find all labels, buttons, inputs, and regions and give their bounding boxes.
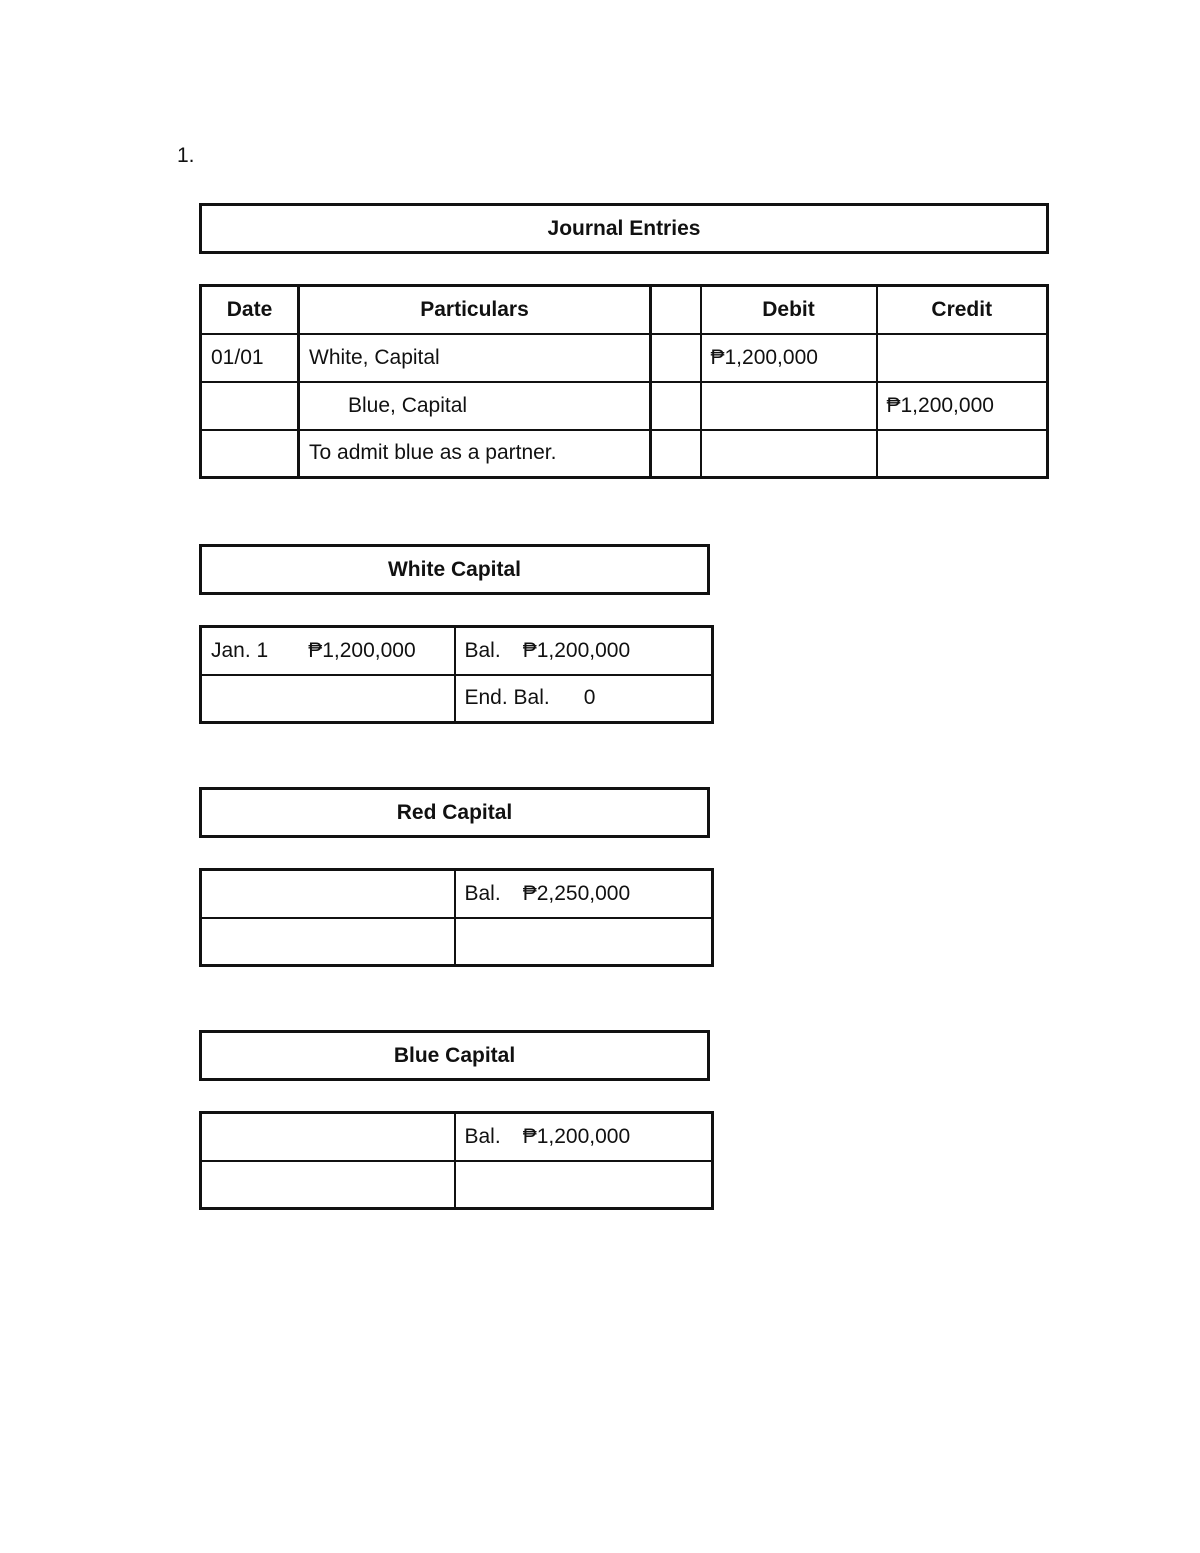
ledger-credit-cell [455,627,713,675]
blue-capital-title: Blue Capital [199,1030,710,1081]
cell-particulars: Blue, Capital [299,382,651,430]
ledger-debit-cell [201,1113,455,1161]
ledger-credit-label: Bal. [464,638,501,662]
ledger-debit-cell [201,627,455,675]
item-number: 1. [177,144,195,167]
ledger-credit-value: ₱1,200,000 [522,1124,631,1148]
ledger-row [201,870,713,918]
journal-header-row [201,286,1048,334]
cell-ref [651,334,701,382]
table-row [201,334,1048,382]
cell-debit: ₱1,200,000 [701,334,877,382]
cell-date: 01/01 [201,334,299,382]
ledger-credit-value: 0 [583,686,596,710]
ledger-debit-label: Jan. 1 [211,638,269,662]
ledger-credit-cell [455,1113,713,1161]
ledger-credit-label: Bal. [464,881,501,905]
ledger-credit-cell [455,675,713,723]
header-credit: Credit [877,286,1048,334]
header-date: Date [201,286,299,334]
cell-date [201,430,299,478]
white-capital-title: White Capital [199,544,710,595]
ledger-row [201,1161,713,1209]
ledger-credit-cell [455,1161,713,1209]
cell-credit: ₱1,200,000 [877,382,1048,430]
header-particulars: Particulars [299,286,651,334]
cell-debit [701,430,877,478]
ledger-row [201,1113,713,1161]
cell-particulars: White, Capital [299,334,651,382]
ledger-debit-cell [201,675,455,723]
ledger-credit-value: ₱2,250,000 [522,881,631,905]
table-row [201,382,1048,430]
header-ref [651,286,701,334]
ledger-credit-label: End. Bal. [464,686,550,710]
ledger-debit-cell [201,1161,455,1209]
red-capital-title: Red Capital [199,787,710,838]
ledger-debit-cell [201,918,455,966]
ledger-credit-value: ₱1,200,000 [522,638,631,662]
ledger-row [201,675,713,723]
journal-table [199,284,1049,479]
cell-credit [877,430,1048,478]
ledger-debit-value: ₱1,200,000 [308,638,416,662]
ledger-row [201,918,713,966]
white-capital-ledger [199,625,714,724]
cell-particulars: To admit blue as a partner. [299,430,651,478]
ledger-row [201,627,713,675]
cell-ref [651,382,701,430]
header-debit: Debit [701,286,877,334]
red-capital-ledger [199,868,714,967]
cell-credit [877,334,1048,382]
cell-date [201,382,299,430]
ledger-credit-cell [455,870,713,918]
cell-debit [701,382,877,430]
ledger-debit-cell [201,870,455,918]
table-row [201,430,1048,478]
blue-capital-ledger [199,1111,714,1210]
cell-ref [651,430,701,478]
ledger-credit-cell [455,918,713,966]
journal-title: Journal Entries [199,203,1049,254]
ledger-credit-label: Bal. [464,1124,501,1148]
